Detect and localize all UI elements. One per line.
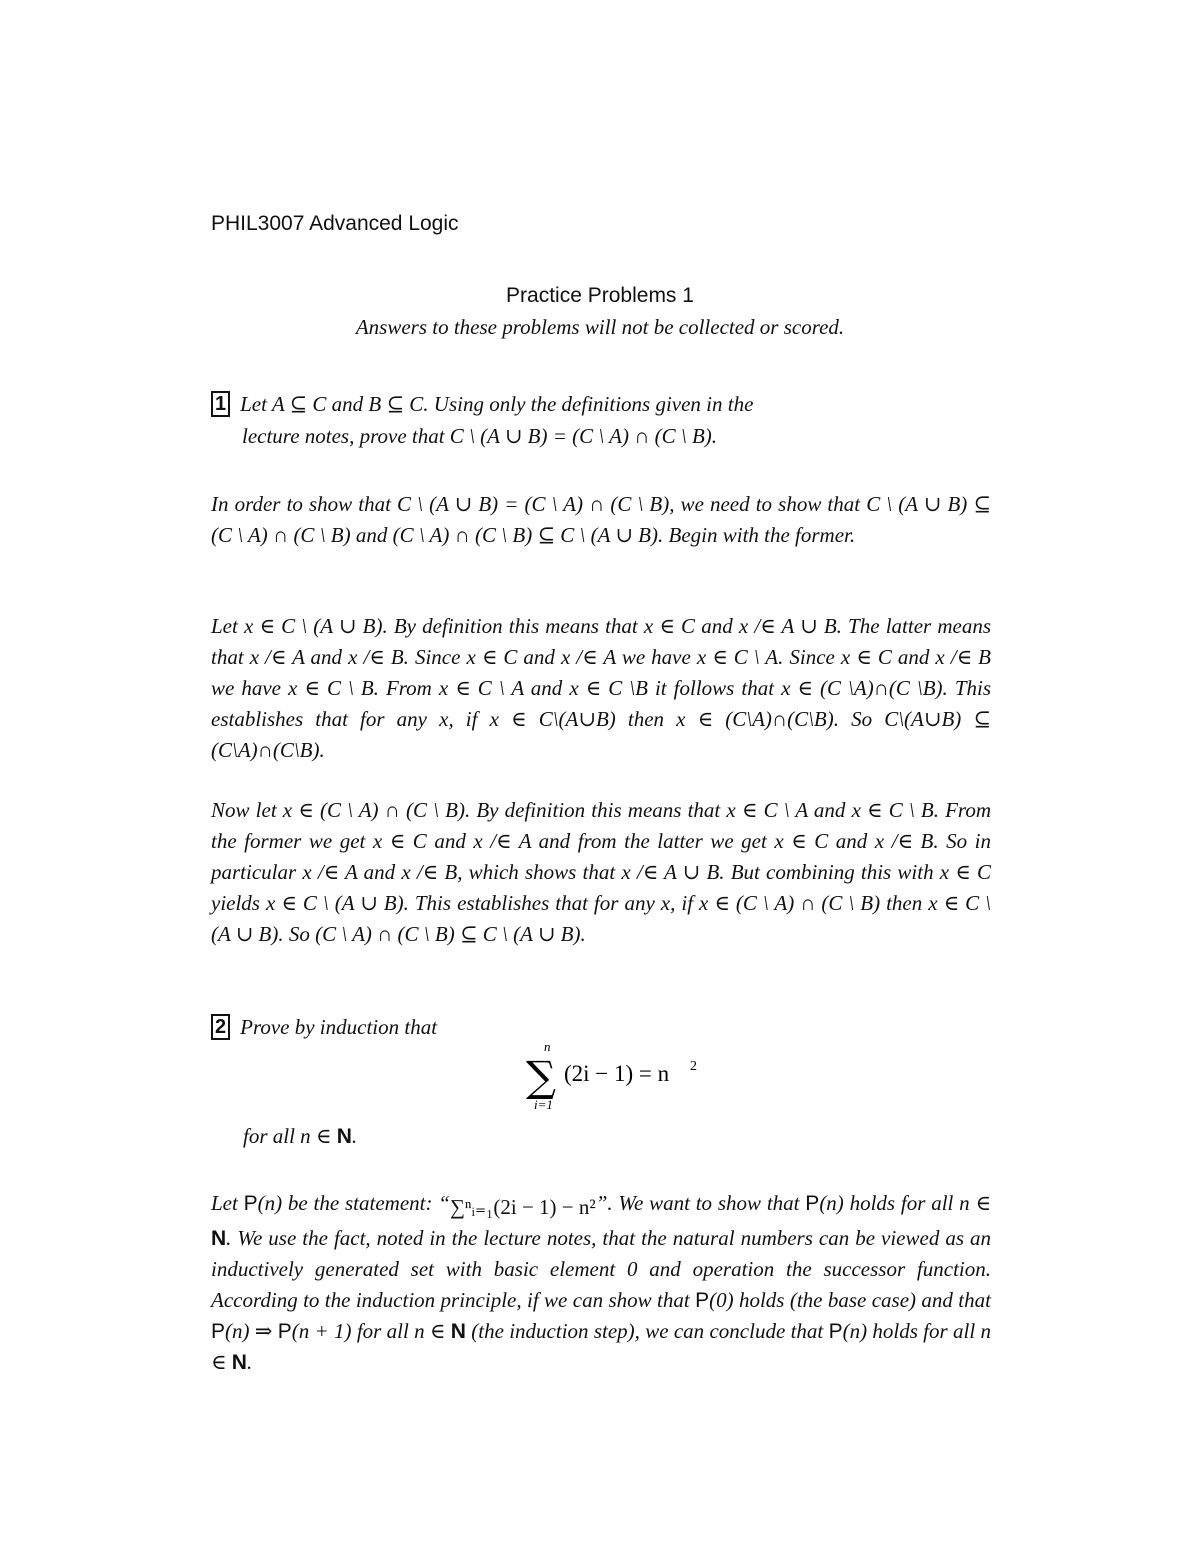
summation-formula (526, 1039, 730, 1120)
text-span: ”. We want to show that (595, 1191, 806, 1215)
predicate-P: P (211, 1320, 226, 1343)
problem-1-statement (211, 388, 991, 452)
for-all-period: . (351, 1124, 358, 1148)
naturals-symbol: N (231, 1351, 247, 1374)
text-span: (n) holds for all n ∈ (211, 1319, 991, 1374)
text-span: . (246, 1350, 253, 1374)
problem-2-statement-text: Prove by induction that (240, 1015, 438, 1039)
course-title: PHIL3007 Advanced Logic (211, 212, 459, 235)
naturals-symbol: N (450, 1320, 466, 1343)
problem-1-paragraph-1: In order to show that C \ (A ∪ B) = (C \ A) ∩ (C \ B), we need to show that C \ (A ∪ B) ⊆ (C \ A) ∩ (C \ B) and (C \ A) ∩ (C \ B) ⊆ C \ (A ∪ B). Begin with the former. (211, 492, 991, 547)
text-span: (n) ⇒ (225, 1319, 278, 1343)
predicate-P: P (805, 1192, 820, 1215)
problem-1-paragraph-3: Now let x ∈ (C \ A) ∩ (C \ B). By definition this means that x ∈ C \ A and x ∈ C \ B. From the former we get x ∈ C and x /∈ A and from the latter we get x ∈ C and x /∈ B. So in particular x /∈ A and x /∈ B, which shows that x /∈ A ∪ B. But combining this with x ∈ C yields x ∈ C \ (A ∪ B). This establishes that for any x, if x ∈ (C \ A) ∩ (C \ B) then x ∈ C \ (A ∪ B). So (C \ A) ∩ (C \ B) ⊆ C \ (A ∪ B). (211, 798, 991, 946)
text-span: Let (211, 1191, 244, 1215)
problem-2-paragraph-1 (211, 1188, 991, 1378)
problem-2-number: 2 (211, 1014, 230, 1040)
inline-formula: ∑ⁿᵢ₌₁(2i − 1) − n² (449, 1195, 596, 1219)
sum-lower-limit: i=1 (534, 1097, 553, 1112)
text-span: (n + 1) for all n ∈ (291, 1319, 451, 1343)
text-span: (n) be the statement: “ (257, 1191, 450, 1215)
for-all-text: for all n ∈ (243, 1124, 337, 1148)
problem-1-statement-line-1: Let A ⊆ C and B ⊆ C. Using only the definitions given in the (240, 392, 754, 416)
text-span: (n) holds for all n ∈ (819, 1191, 991, 1215)
predicate-P: P (828, 1320, 843, 1343)
problem-1-number: 1 (211, 391, 230, 417)
text-span: . We use the fact, noted in the lecture notes, that the natural numbers can be viewed as an inductively generated set with basic element 0 and operation the successor function. According to the induction principle, if we can show that (211, 1226, 991, 1312)
for-all-n-line (243, 1124, 357, 1149)
problem-2-statement (211, 1011, 991, 1043)
sheet-title: Practice Problems 1 (506, 284, 694, 307)
text-span: (0) holds (the base case) and that (709, 1288, 991, 1312)
naturals-symbol: N (211, 1227, 227, 1250)
sum-body: (2i − 1) = n (564, 1061, 670, 1086)
predicate-P: P (243, 1192, 258, 1215)
sigma-symbol: ∑ (526, 1052, 556, 1101)
sum-exponent: 2 (690, 1059, 697, 1074)
predicate-P: P (277, 1320, 292, 1343)
problem-1-statement-line-2: lecture notes, prove that C \ (A ∪ B) = (C \ A) ∩ (C \ B). (242, 424, 718, 448)
problem-1-paragraph-2: Let x ∈ C \ (A ∪ B). By definition this means that x ∈ C and x /∈ A ∪ B. The latter means that x /∈ A and x /∈ B. Since x ∈ C and x /∈ A we have x ∈ C \ A. Since x ∈ C and x /∈ B we have x ∈ C \ B. From x ∈ C \ A and x ∈ C \B it follows that x ∈ (C \A)∩(C \B). This establishes that for any x, if x ∈ C\(A∪B) then x ∈ (C\A)∩(C\B). So C\(A∪B) ⊆ (C\A)∩(C\B). (211, 614, 991, 762)
subtitle: Answers to these problems will not be collected or scored. (355, 315, 845, 339)
sum-upper-limit: n (544, 1039, 551, 1054)
predicate-P: P (695, 1289, 710, 1312)
naturals-symbol: N (336, 1125, 352, 1148)
text-span: (the induction step), we can conclude that (465, 1319, 829, 1343)
